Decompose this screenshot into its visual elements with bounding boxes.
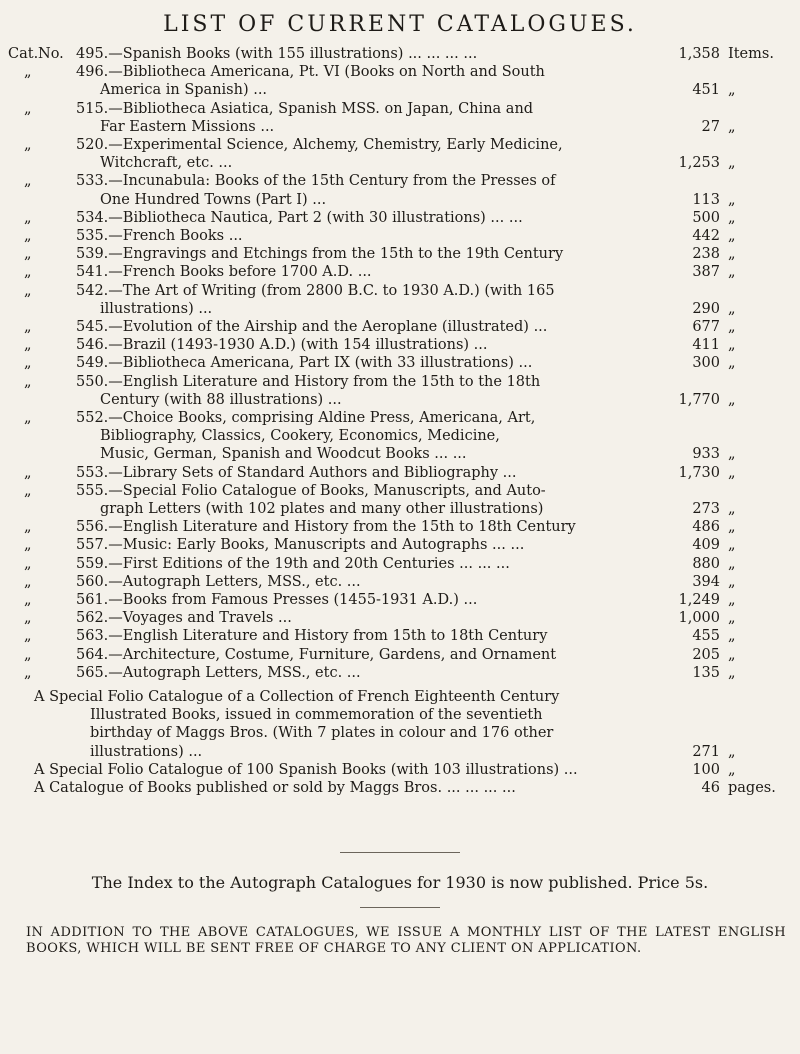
page-title: LIST OF CURRENT CATALOGUES. [163,12,637,37]
ditto-mark: „ [24,373,32,390]
entry-title: 495.—Spanish Books (with 155 illustrations) ... ... ... ... [76,46,478,62]
entry-title: 556.—English Literature and History from the 15th to 18th Century [76,519,576,536]
ditto-mark: „ [24,537,32,554]
item-unit: „ [728,555,736,572]
ditto-mark: „ [24,628,32,645]
entry-title: Witchcraft, etc. ... [100,155,233,172]
special-title: A Special Folio Catalogue of 100 Spanish Books (with 103 illustrations) ... [34,761,578,778]
item-unit: „ [728,761,736,778]
item-count: 113 [692,191,720,208]
ditto-mark: „ [24,337,32,354]
item-count: 394 [692,573,720,590]
entry-title: 560.—Autograph Letters, MSS., etc. ... [76,573,361,590]
monthly-list-notice: IN ADDITION TO THE ABOVE CATALOGUES, WE ISSUE A MONTHLY LIST OF THE LATEST ENGLISH BOOKS, WHICH WILL BE SENT FREE OF CHARGE TO ANY CLIENT ON APPLICATION. [26,925,786,956]
item-unit: „ [728,646,736,663]
no-label: No. [38,46,64,62]
item-count: 271 [692,743,720,760]
item-count: 387 [692,264,720,281]
entry-title: graph Letters (with 102 plates and many other illustrations) [100,501,544,517]
special-title: Illustrated Books, issued in commemoration of the seventieth [90,707,543,724]
entry-title: 557.—Music: Early Books, Manuscripts and Autographs ... ... [76,537,525,554]
ditto-mark: „ [24,664,32,681]
item-unit: „ [728,155,736,172]
entry-title: 535.—French Books ... [76,228,243,244]
special-title: A Catalogue of Books published or sold by Maggs Bros. ... ... ... ... [34,780,516,796]
entry-title: 565.—Autograph Letters, MSS., etc. ... [76,664,361,681]
ditto-mark: „ [24,64,32,81]
item-count: 1,358 [678,46,720,62]
entry-title: 539.—Engravings and Etchings from the 15th to the 19th Century [76,246,564,263]
cat-label: Cat. [8,46,39,62]
item-unit: „ [728,537,736,554]
item-count: 451 [692,82,720,99]
ditto-mark: „ [24,137,32,153]
entry-title: 553.—Library Sets of Standard Authors and Bibliography ... [76,464,517,481]
ditto-mark: „ [24,464,32,481]
item-count: 135 [692,664,720,681]
entry-title: 515.—Bibliotheca Asiatica, Spanish MSS. on Japan, China and [76,100,534,117]
special-title: birthday of Maggs Bros. (With 7 plates in colour and 176 other [90,725,554,742]
entry-title: America in Spanish) ... [100,82,268,99]
ditto-mark: „ [24,573,32,590]
item-unit: „ [728,191,736,208]
entry-title: 534.—Bibliotheca Nautica, Part 2 (with 30 illustrations) ... ... [76,209,523,226]
entry-title: 563.—English Literature and History from 15th to 18th Century [76,628,548,645]
item-unit: „ [728,664,736,681]
item-unit: „ [728,446,736,463]
item-unit: „ [728,519,736,536]
entry-title: Bibliography, Classics, Cookery, Economics, Medicine, [100,428,500,445]
entry-title: Century (with 88 illustrations) ... [100,391,342,408]
entry-title: 546.—Brazil (1493-1930 A.D.) (with 154 illustrations) ... [76,337,488,354]
item-count: 1,253 [678,155,720,172]
entry-title: illustrations) ... [100,300,213,317]
item-unit: „ [728,391,736,408]
item-count: 411 [692,337,720,354]
ditto-mark: „ [24,209,32,226]
item-count: 677 [692,319,720,335]
entry-title: 545.—Evolution of the Airship and the Aeroplane (illustrated) ... [76,319,548,335]
item-unit: „ [728,628,736,645]
entry-title: Far Eastern Missions ... [100,118,275,135]
item-unit: „ [728,228,736,244]
item-count: 880 [692,555,720,572]
item-count: 933 [692,446,720,463]
item-count: 27 [701,118,720,135]
item-unit: „ [728,610,736,627]
item-unit: „ [728,464,736,481]
item-unit: „ [728,209,736,226]
ditto-mark: „ [24,482,32,499]
ditto-mark: „ [24,610,32,627]
item-count: 455 [692,628,720,645]
ditto-mark: „ [24,246,32,263]
ditto-mark: „ [24,355,32,372]
item-unit: „ [728,501,736,517]
item-count: 1,770 [678,391,720,408]
item-count: 500 [692,209,720,226]
item-count: 1,730 [678,464,720,481]
item-unit: „ [728,355,736,372]
item-count: 409 [692,537,720,554]
item-count: 273 [692,501,720,517]
item-count: 238 [692,246,720,263]
item-unit: „ [728,319,736,335]
item-count: 486 [692,519,720,536]
entry-title: 542.—The Art of Writing (from 2800 B.C. to 1930 A.D.) (with 165 [76,282,555,299]
entry-title: 552.—Choice Books, comprising Aldine Press, Americana, Art, [76,410,536,426]
item-count: 290 [692,300,720,317]
ditto-mark: „ [24,319,32,335]
item-count: 442 [692,228,720,244]
item-unit: „ [728,592,736,608]
entry-title: 496.—Bibliotheca Americana, Pt. VI (Books on North and South [76,64,545,81]
ditto-mark: „ [24,519,32,536]
item-count: 205 [692,646,720,663]
item-unit: „ [728,246,736,263]
item-unit: Items. [728,46,774,62]
entry-title: 561.—Books from Famous Presses (1455-1931 A.D.) ... [76,592,478,608]
item-count: 1,000 [678,610,720,627]
special-title: A Special Folio Catalogue of a Collection of French Eighteenth Century [34,689,560,705]
item-unit: „ [728,264,736,281]
item-unit: „ [728,337,736,354]
divider [340,852,460,853]
item-unit: „ [728,743,736,760]
ditto-mark: „ [24,173,32,190]
ditto-mark: „ [24,228,32,244]
entry-title: 520.—Experimental Science, Alchemy, Chemistry, Early Medicine, [76,137,563,153]
entry-title: 564.—Architecture, Costume, Furniture, Gardens, and Ornament [76,646,557,663]
ditto-mark: „ [24,282,32,299]
item-count: 46 [701,780,720,796]
special-title: illustrations) ... [90,743,203,760]
entry-title: 549.—Bibliotheca Americana, Part IX (with 33 illustrations) ... [76,355,533,372]
ditto-mark: „ [24,592,32,608]
entry-title: 559.—First Editions of the 19th and 20th Centuries ... ... ... [76,555,510,572]
item-unit: „ [728,82,736,99]
item-count: 100 [692,761,720,778]
ditto-mark: „ [24,555,32,572]
entry-title: 550.—English Literature and History from the 15th to the 18th [76,373,541,390]
item-unit: „ [728,118,736,135]
entry-title: Music, German, Spanish and Woodcut Books ... ... [100,446,467,463]
index-note: The Index to the Autograph Catalogues for 1930 is now published. Price 5s. [91,873,709,892]
item-unit: pages. [728,780,776,796]
item-unit: „ [728,300,736,317]
divider [360,907,440,908]
entry-title: 541.—French Books before 1700 A.D. ... [76,264,372,281]
entry-title: 533.—Incunabula: Books of the 15th Century from the Presses of [76,173,556,190]
item-unit: „ [728,573,736,590]
ditto-mark: „ [24,100,32,117]
entry-title: 555.—Special Folio Catalogue of Books, Manuscripts, and Auto- [76,482,546,499]
entry-title: 562.—Voyages and Travels ... [76,610,292,627]
item-count: 300 [692,355,720,372]
item-count: 1,249 [678,592,720,608]
ditto-mark: „ [24,646,32,663]
entry-title: One Hundred Towns (Part I) ... [100,191,327,208]
ditto-mark: „ [24,410,32,426]
ditto-mark: „ [24,264,32,281]
